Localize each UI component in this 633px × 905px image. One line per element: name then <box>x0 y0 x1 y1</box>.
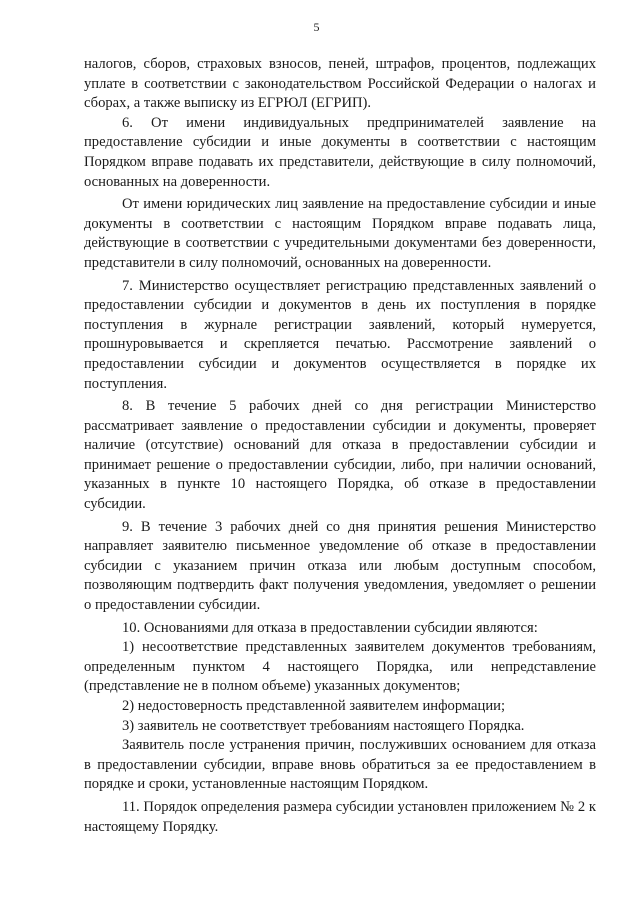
page-number: 5 <box>313 20 320 34</box>
paragraph-9: 9. В течение 3 рабочих дней со дня принятия решения Министерство направляет заявителю письменное уведомление об отказе в предоставлении субсидии с указанием причин отказа или любым доступным способом, позволяющим подтвердить факт получения уведомления, уведомляет о решении о предоставлении субсидии. <box>84 518 596 614</box>
paragraph-8: 8. В течение 5 рабочих дней со дня регистрации Министерство рассматривает заявление о предоставлении субсидии и документы, проверяет наличие (отсутствие) оснований для отказа в предоставлении субсидии и принимает решение о предоставлении субсидии, либо, при наличии оснований, указанных в пункте 10 настоящего Порядка, об отказе в предоставлении субсидии. <box>84 398 596 513</box>
paragraph-10: 10. Основаниями для отказа в предоставлении субсидии являются: <box>122 619 538 636</box>
paragraph-reapply: Заявитель после устранения причин, послуживших основанием для отказа в предоставлении субсидии, вправе вновь обратиться за ее предоставлением в порядке и сроки, установленные настоящим Порядком. <box>84 737 596 793</box>
list-item-3: 3) заявитель не соответствует требованиям настоящего Порядка. <box>122 717 525 734</box>
list-item-1: 1) несоответствие представленных заявителем документов требованиям, определенным пунктом 4 настоящего Порядка, или непредставление (представление не в полном объеме) указанных документов; <box>84 639 596 695</box>
paragraph-6-legal-entities: От имени юридических лиц заявление на предоставление субсидии и иные документы в соответствии с настоящим Порядком вправе подавать лица, действующие в соответствии с учредительными документами без доверенности, представители в силу полномочий, основанных на доверенности. <box>84 196 596 271</box>
paragraph-6: 6. От имени индивидуальных предпринимателей заявление на предоставление субсидии и иные документы в соответствии с настоящим Порядком вправе подавать их представители, действующие в силу полномочий, основанных на доверенности. <box>84 114 596 190</box>
document-body <box>84 55 596 837</box>
list-item-2: 2) недостоверность представленной заявителем информации; <box>122 698 506 714</box>
paragraph-7: 7. Министерство осуществляет регистрацию представленных заявлений о предоставлении субсидии и документов в день их поступления в порядке поступления в журнале регистрации заявлений, который нумеруется, прошнуровывается и скрепляется печатью. Рассмотрение заявлений о предоставлении субсидии и документов осуществляется в порядке их поступления. <box>84 277 596 392</box>
paragraph-continuation: налогов, сборов, страховых взносов, пеней, штрафов, процентов, подлежащих уплате в соответствии с законодательством Российской Федерации о налогах и сборах, а также выписку из ЕГРЮЛ (ЕГРИП). <box>84 56 596 112</box>
paragraph-11: 11. Порядок определения размера субсидии установлен приложением № 2 к настоящему Порядку. <box>84 798 596 835</box>
